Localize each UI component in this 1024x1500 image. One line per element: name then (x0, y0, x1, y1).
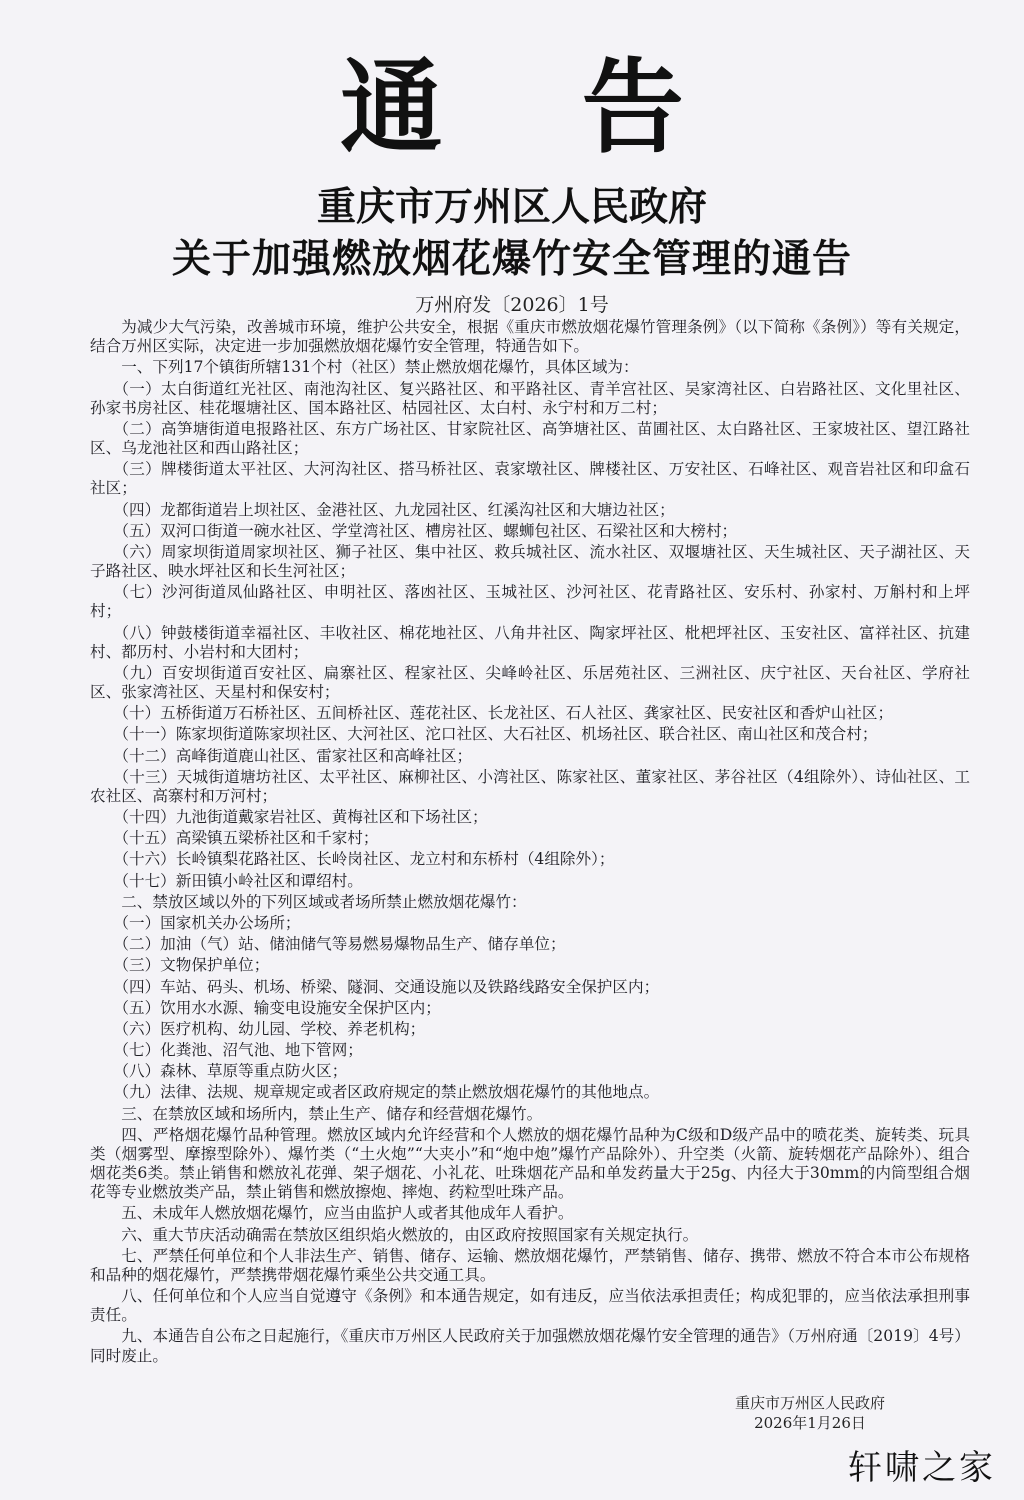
notice-paragraph: （十）五桥街道万石桥社区、五间桥社区、莲花社区、长龙社区、石人社区、龚家社区、民安社区和香炉山社区； (113, 704, 894, 723)
notice-paragraph: （三）牌楼街道太平社区、大河沟社区、搭马桥社区、袁家墩社区、牌楼社区、万安社区、石峰社区、观音岩社区和印盒石社区； (90, 460, 970, 498)
document-number: 万州府发〔2026〕1号 (415, 294, 609, 316)
notice-paragraph: （十六）长岭镇梨花路社区、长岭岗社区、龙立村和东桥村（4组除外）； (113, 850, 615, 869)
notice-paragraph: （十二）高峰街道鹿山社区、雷家社区和高峰社区； (113, 746, 473, 765)
notice-paragraph: （二）加油（气）站、储油储气等易燃易爆物品生产、储存单位； (113, 935, 566, 954)
notice-paragraph: 二、禁放区域以外的下列区域或者场所禁止燃放烟花爆竹： (121, 892, 527, 911)
notice-paragraph: （四）车站、码头、机场、桥梁、隧洞、交通设施以及铁路线路安全保护区内； (113, 977, 660, 996)
notice-body (90, 318, 970, 1368)
notice-paragraph: （四）龙都街道岩上坝社区、金港社区、九龙园社区、红溪沟社区和大塘边社区； (113, 500, 675, 519)
notice-paragraph: （八）钟鼓楼街道幸福社区、丰收社区、棉花地社区、八角井社区、陶家坪社区、枇杷坪社区、玉安社区、富祥社区、抗建村、都历村、小岩村和大团村； (90, 623, 970, 661)
notice-paragraph: （九）百安坝街道百安社区、扁寨社区、程家社区、尖峰岭社区、乐居苑社区、三洲社区、庆宁社区、天台社区、学府社区、张家湾社区、天星村和保安村； (90, 663, 970, 702)
notice-paragraph: （五）双河口街道一碗水社区、学堂湾社区、槽房社区、螺蛳包社区、石梁社区和大榜村； (113, 521, 738, 540)
notice-paragraph: （二）高笋塘街道电报路社区、东方广场社区、甘家院社区、高笋塘社区、苗圃社区、太白路社区、王家坡社区、望江路社区、乌龙池社区和西山路社区； (90, 419, 970, 458)
signature-block (735, 1394, 885, 1433)
notice-paragraph: （十四）九池街道戴家岩社区、黄梅社区和下场社区； (113, 808, 488, 827)
notice-paragraph: （八）森林、草原等重点防火区； (113, 1062, 348, 1081)
notice-paragraph: 七、严禁任何单位和个人非法生产、销售、储存、运输、燃放烟花爆竹，严禁销售、储存、携带、燃放不符合本市公布规格和品种的烟花爆竹，严禁携带烟花爆竹乘坐公共交通工具。 (90, 1246, 970, 1284)
notice-paragraph: （六）周家坝街道周家坝社区、狮子社区、集中社区、救兵城社区、流水社区、双堰塘社区、天生城社区、天子湖社区、天子路社区、映水坪社区和长生河社区； (90, 542, 970, 581)
notice-paragraph: （七）化粪池、沼气池、地下管网； (113, 1041, 363, 1060)
notice-paragraph: 八、任何单位和个人应当自觉遵守《条例》和本通告规定，如有违反，应当依法承担责任；构成犯罪的，应当依法承担刑事责任。 (90, 1287, 970, 1325)
notice-paragraph: （十五）高梁镇五梁桥社区和千家村； (113, 829, 379, 848)
notice-paragraph: （九）法律、法规、规章规定或者区政府规定的禁止燃放烟花爆竹的其他地点。 (113, 1083, 660, 1102)
notice-paragraph: （十七）新田镇小岭社区和谭绍村。 (113, 871, 363, 890)
notice-paragraph: 四、严格烟花爆竹品种管理。燃放区域内允许经营和个人燃放的烟花爆竹品种为C级和D级产品中的喷花类、旋转类、玩具类（烟雾型、摩擦型除外）、爆竹类（“土火炮”“大夹小”和“炮中炮”爆竹产品除外）、升空类（火箭、旋转烟花产品除外）、组合烟花类6类。禁止销售和燃放礼花弹、架子烟花、小礼花、吐珠烟花产品和单发药量大于25g、内径大于30mm的内筒型组合烟花等专业燃放类产品，禁止销售和燃放擦炮、摔炮、药粒型吐珠产品。 (90, 1125, 970, 1202)
subject-title: 关于加强燃放烟花爆竹安全管理的通告 (171, 236, 852, 282)
notice-paragraph: （五）饮用水水源、输变电设施安全保护区内； (113, 998, 441, 1017)
notice-paragraph: （十三）天城街道塘坊社区、太平社区、麻柳社区、小湾社区、陈家社区、董家社区、茅谷社区（4组除外）、诗仙社区、工农社区、高寨村和万河村； (90, 767, 970, 805)
big-title: 通 告 (340, 48, 736, 168)
notice-paragraph: （六）医疗机构、幼儿园、学校、养老机构； (113, 1019, 426, 1038)
notice-paragraph: （一）国家机关办公场所； (113, 913, 301, 932)
watermark: 轩啸之家 (848, 1448, 996, 1488)
notice-paragraph: （一）太白街道红光社区、南池沟社区、复兴路社区、和平路社区、青羊宫社区、吴家湾社区、白岩路社区、文化里社区、孙家书房社区、桂花堰塘社区、国本路社区、枯园社区、太白村、永宁村和万二村； (90, 379, 970, 417)
notice-paragraph: （七）沙河街道凤仙路社区、申明社区、落凼社区、玉城社区、沙河社区、花青路社区、安乐村、孙家村、万斛村和上坪村； (90, 583, 970, 621)
signature-date: 2026年1月26日 (754, 1413, 866, 1432)
signature-org: 重庆市万州区人民政府 (735, 1394, 886, 1412)
notice-paragraph: （十一）陈家坝街道陈家坝社区、大河社区、沱口社区、大石社区、机场社区、联合社区、南山社区和茂合村； (113, 725, 878, 744)
notice-paragraph: 五、未成年人燃放烟花爆竹，应当由监护人或者其他成年人看护。 (121, 1204, 574, 1223)
notice-paragraph: 六、重大节庆活动确需在禁放区组织焰火燃放的，由区政府按照国家有关规定执行。 (121, 1225, 699, 1244)
notice-paragraph: 三、在禁放区域和场所内，禁止生产、储存和经营烟花爆竹。 (121, 1104, 543, 1123)
notice-paragraph: 为减少大气污染，改善城市环境，维护公共安全，根据《重庆市燃放烟花爆竹管理条例》（以下简称《条例》）等有关规定，结合万州区实际，决定进一步加强燃放烟花爆竹安全管理，特通告如下。 (90, 318, 970, 356)
notice-paragraph: 一、下列17个镇街所辖131个村（社区）禁止燃放烟花爆竹，具体区域为： (121, 358, 639, 377)
notice-paragraph: 九、本通告自公布之日起施行，《重庆市万州区人民政府关于加强燃放烟花爆竹安全管理的通告》（万州府通〔2019〕4号）同时废止。 (90, 1327, 970, 1365)
org-title: 重庆市万州区人民政府 (316, 184, 707, 230)
notice-paragraph: （三）文物保护单位； (113, 956, 270, 975)
